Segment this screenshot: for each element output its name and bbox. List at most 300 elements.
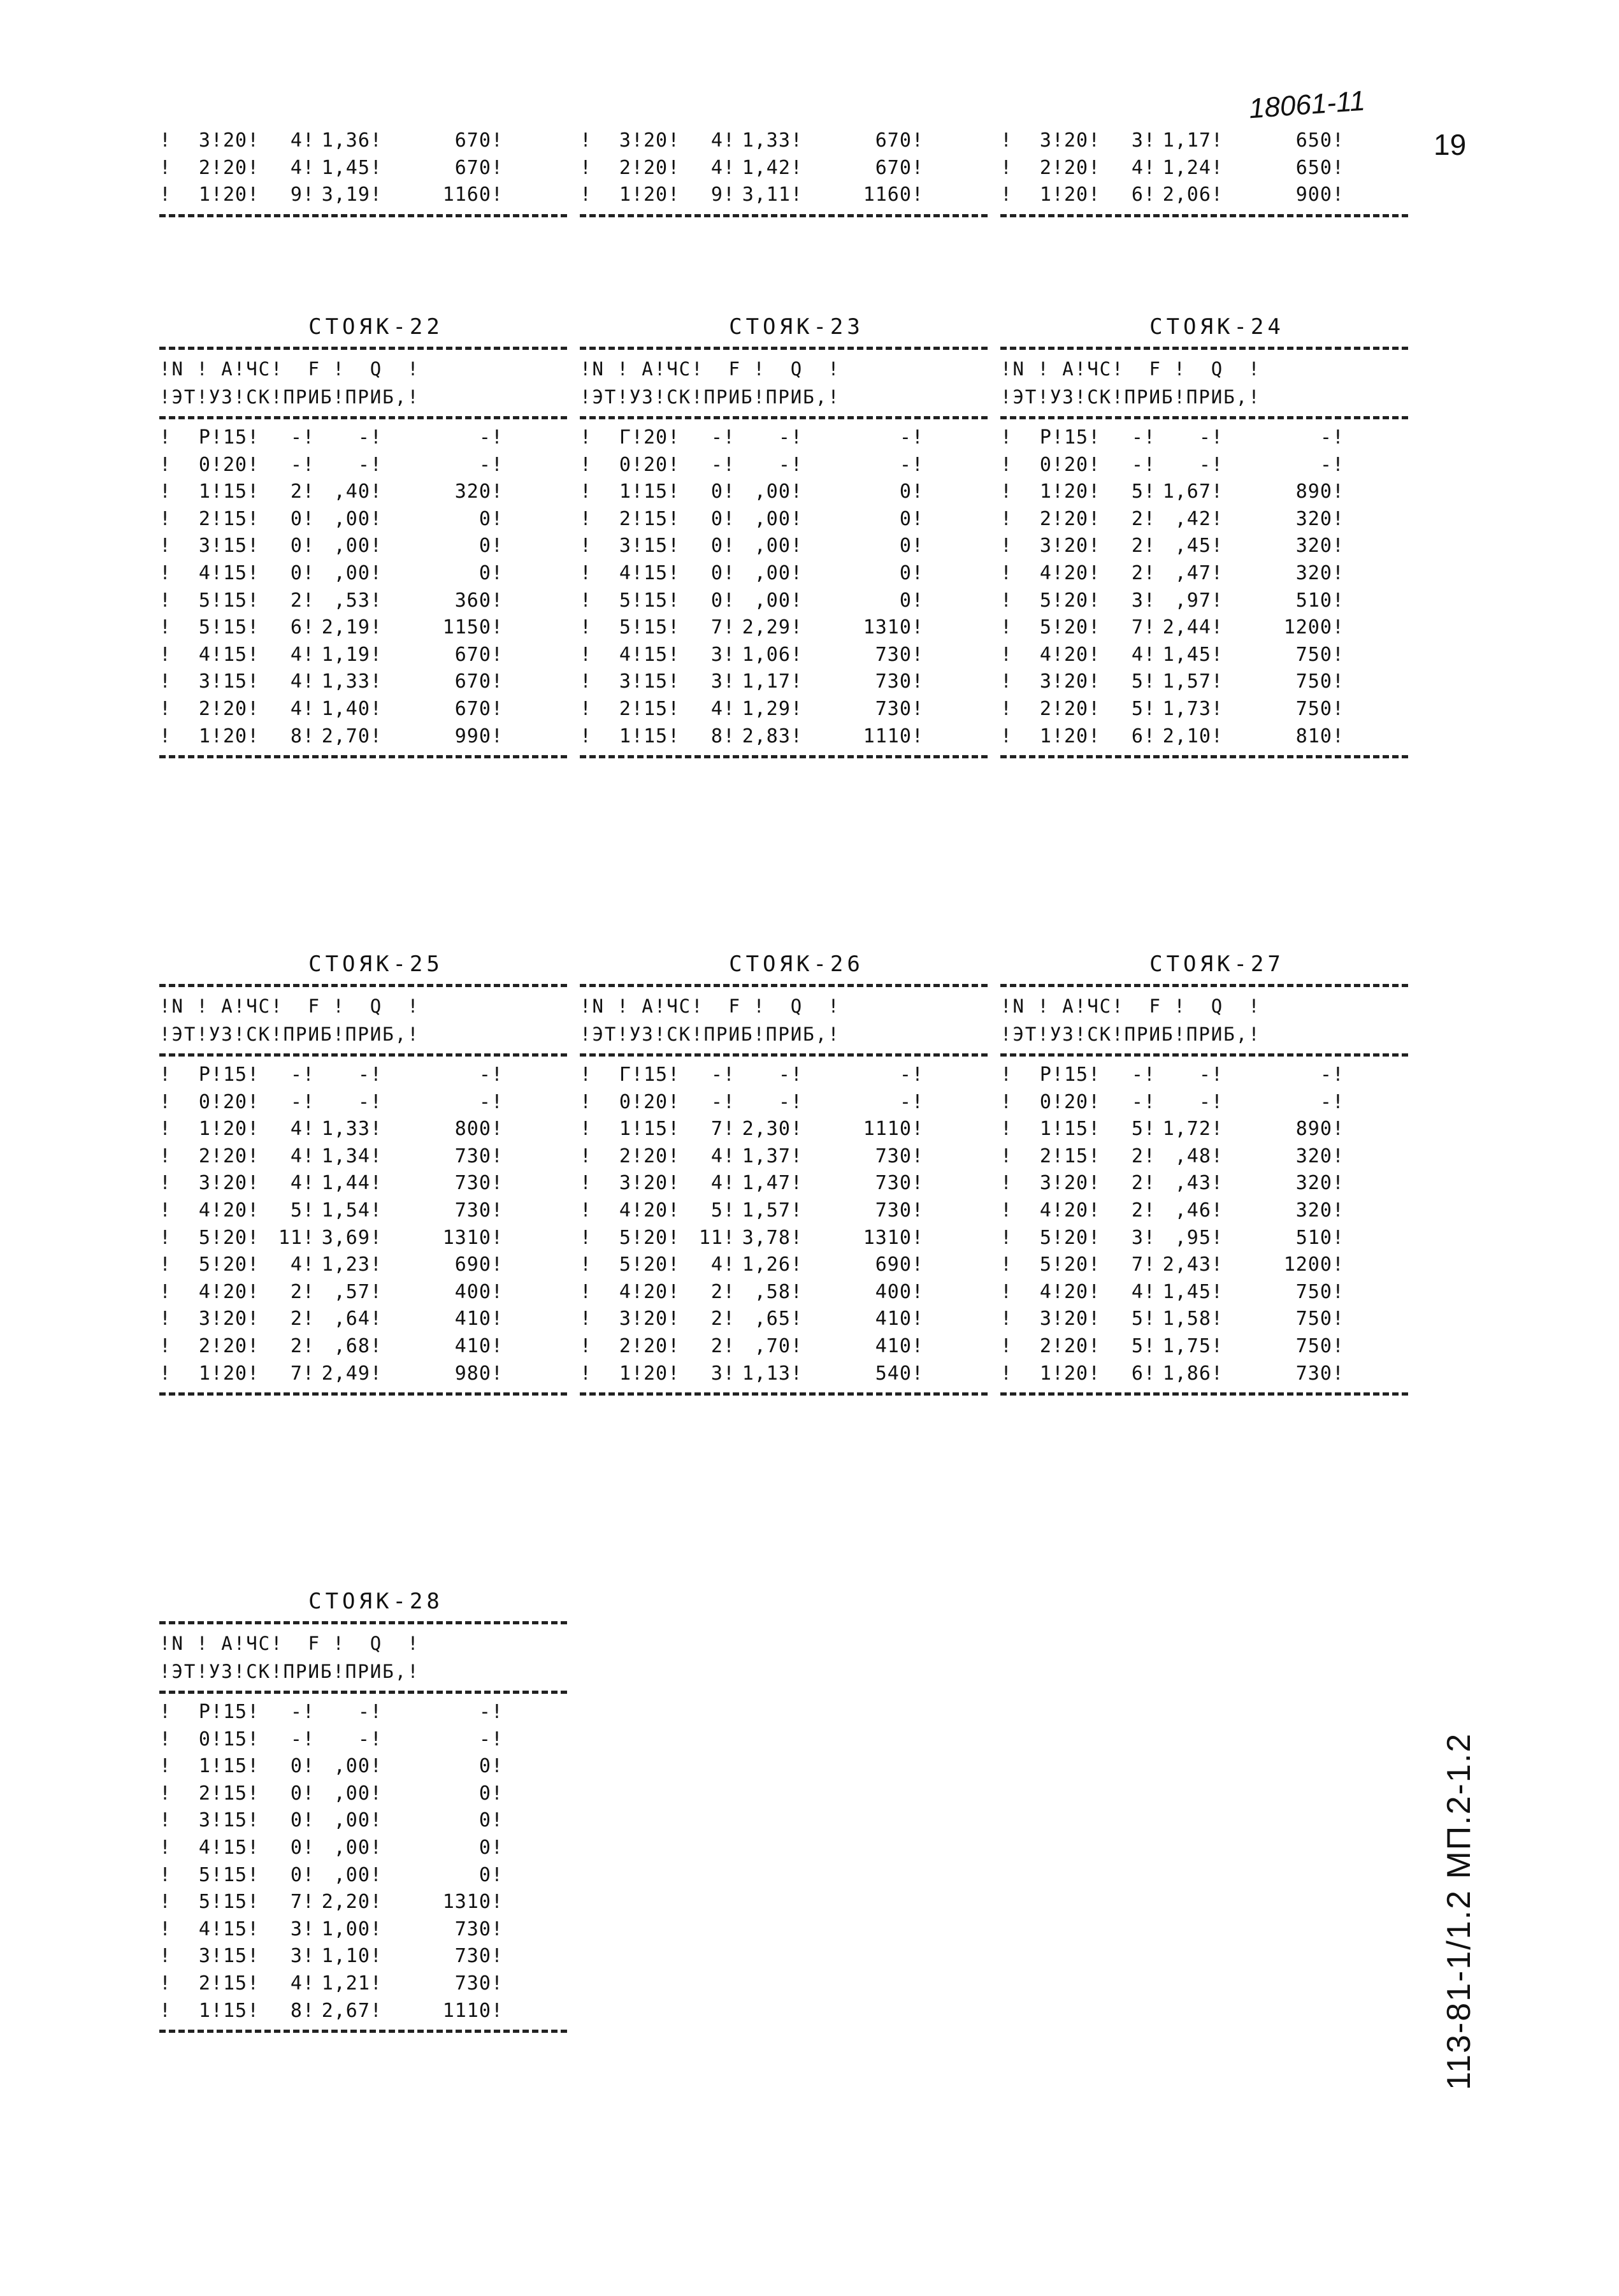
cell-separator: !: [159, 1308, 172, 1331]
node-cell: 20!: [1064, 1334, 1101, 1357]
heat-cell: 0!: [479, 1863, 503, 1886]
node-cell: 20!: [1064, 589, 1101, 612]
cell-separator: !: [1000, 1090, 1013, 1113]
cell-separator: !: [159, 561, 172, 584]
table-fragment: [1000, 125, 1408, 222]
dashed-rule: [159, 2030, 567, 2033]
floor-cell: 3!: [1039, 1172, 1064, 1195]
node-cell: 20!: [1064, 1362, 1101, 1385]
cell-separator: !: [580, 1334, 593, 1357]
heat-cell: 730!: [875, 697, 924, 720]
heat-cell: 0!: [479, 561, 503, 584]
heat-cell: 320!: [1295, 561, 1344, 584]
floor-cell: 0!: [198, 1090, 223, 1113]
table-row: [159, 588, 567, 615]
floor-cell: 1!: [619, 1362, 644, 1385]
floor-cell: 4!: [619, 1280, 644, 1303]
area-cell: 3,78!: [742, 1226, 803, 1249]
heat-cell: 320!: [1295, 1172, 1344, 1195]
sections-cell: 4!: [710, 156, 735, 179]
sections-cell: 5!: [1131, 670, 1156, 693]
sections-cell: 4!: [290, 129, 315, 152]
sections-cell: 0!: [290, 1782, 315, 1805]
table-header-line-2: !ЭТ!УЗ!СК!ПРИБ!ПРИБ,!: [159, 1023, 420, 1045]
heat-cell: 670!: [454, 129, 503, 152]
table-header-line-1: !N ! А!ЧС! F ! Q !: [159, 995, 420, 1017]
cell-separator: !: [1000, 643, 1013, 666]
area-cell: 2,29!: [742, 616, 803, 639]
table-row: [1000, 1225, 1408, 1252]
area-cell: 1,36!: [321, 129, 382, 152]
table-row: [1000, 1333, 1408, 1361]
node-cell: 15!: [223, 426, 260, 449]
table-row: [1000, 1197, 1408, 1225]
heat-cell: 650!: [1295, 129, 1344, 152]
table-header-line-1: !N ! А!ЧС! F ! Q !: [580, 995, 840, 1017]
cell-separator: !: [159, 535, 172, 558]
area-cell: ,00!: [333, 1809, 382, 1832]
node-cell: 20!: [223, 697, 260, 720]
floor-cell: 1!: [198, 1362, 223, 1385]
node-cell: 15!: [223, 1945, 260, 1968]
cell-separator: !: [1000, 670, 1013, 693]
cell-separator: !: [159, 1755, 172, 1778]
floor-cell: 2!: [619, 156, 644, 179]
heat-cell: 900!: [1295, 184, 1344, 206]
node-cell: 15!: [223, 480, 260, 503]
sections-cell: -!: [290, 1064, 315, 1086]
area-cell: ,48!: [1174, 1144, 1223, 1167]
heat-cell: 750!: [1295, 1280, 1344, 1303]
node-cell: 15!: [223, 643, 260, 666]
table-row: [580, 155, 988, 182]
area-cell: ,43!: [1174, 1172, 1223, 1195]
node-cell: 15!: [223, 535, 260, 558]
dashed-rule: [1000, 416, 1408, 419]
node-cell: 20!: [644, 1334, 680, 1357]
table-title: СТОЯК-22: [308, 314, 443, 340]
node-cell: 20!: [644, 453, 680, 476]
node-cell: 20!: [223, 129, 260, 152]
floor-cell: Г!: [619, 426, 644, 449]
sections-cell: -!: [710, 426, 735, 449]
floor-cell: Р!: [198, 1064, 223, 1086]
heat-cell: 320!: [454, 480, 503, 503]
floor-cell: 0!: [198, 1728, 223, 1751]
floor-cell: 2!: [198, 1972, 223, 1995]
sections-cell: 8!: [290, 1999, 315, 2022]
cell-separator: !: [1000, 1118, 1013, 1141]
heat-cell: 670!: [454, 697, 503, 720]
node-cell: 20!: [1064, 725, 1101, 747]
node-cell: 20!: [1064, 1280, 1101, 1303]
area-cell: ,00!: [333, 1836, 382, 1859]
cell-separator: !: [159, 1144, 172, 1167]
sections-cell: -!: [290, 1090, 315, 1113]
sections-cell: 0!: [290, 535, 315, 558]
cell-separator: !: [1000, 1199, 1013, 1222]
heat-cell: -!: [479, 1090, 503, 1113]
floor-cell: 2!: [198, 1334, 223, 1357]
node-cell: 15!: [223, 1064, 260, 1086]
dashed-rule: [580, 1392, 988, 1396]
sections-cell: 5!: [1131, 1118, 1156, 1141]
heat-cell: -!: [1320, 1090, 1344, 1113]
table-row: [159, 1062, 567, 1089]
node-cell: 20!: [644, 1253, 680, 1276]
floor-cell: 5!: [198, 1226, 223, 1249]
heat-cell: 730!: [1295, 1362, 1344, 1385]
heat-cell: -!: [1320, 1064, 1344, 1086]
cell-separator: !: [159, 670, 172, 693]
node-cell: 15!: [223, 616, 260, 639]
riser-table: [1000, 312, 1408, 763]
table-fragment: [580, 125, 988, 222]
cell-separator: !: [580, 589, 593, 612]
node-cell: 15!: [223, 561, 260, 584]
cell-separator: !: [1000, 507, 1013, 530]
floor-cell: 3!: [619, 1308, 644, 1331]
area-cell: 1,33!: [742, 129, 803, 152]
sections-cell: 0!: [710, 589, 735, 612]
sections-cell: 0!: [710, 561, 735, 584]
table-row: [580, 1089, 988, 1116]
node-cell: 15!: [223, 1917, 260, 1940]
table-row: [159, 1116, 567, 1143]
node-cell: 20!: [644, 426, 680, 449]
sections-cell: 9!: [290, 184, 315, 206]
area-cell: 1,10!: [321, 1945, 382, 1968]
floor-cell: 1!: [198, 725, 223, 747]
floor-cell: 1!: [1039, 480, 1064, 503]
table-row: [1000, 723, 1408, 751]
table-row: [1000, 155, 1408, 182]
table-row: [159, 533, 567, 560]
node-cell: 20!: [1064, 535, 1101, 558]
riser-table: [159, 312, 567, 763]
table-row: [1000, 479, 1408, 506]
floor-cell: 1!: [1039, 1118, 1064, 1141]
area-cell: 1,44!: [321, 1172, 382, 1195]
floor-cell: 2!: [1039, 697, 1064, 720]
floor-cell: 5!: [1039, 1226, 1064, 1249]
sections-cell: 4!: [290, 156, 315, 179]
sections-cell: 6!: [1131, 1362, 1156, 1385]
sections-cell: 0!: [710, 480, 735, 503]
heat-cell: -!: [1320, 453, 1344, 476]
area-cell: -!: [778, 1064, 803, 1086]
floor-cell: Р!: [198, 1701, 223, 1723]
node-cell: 20!: [1064, 1226, 1101, 1249]
heat-cell: 510!: [1295, 1226, 1344, 1249]
cell-separator: !: [580, 725, 593, 747]
heat-cell: 1160!: [863, 184, 924, 206]
sections-cell: 5!: [710, 1199, 735, 1222]
cell-separator: !: [1000, 697, 1013, 720]
node-cell: 20!: [223, 1118, 260, 1141]
sections-cell: 2!: [710, 1280, 735, 1303]
table-title: СТОЯК-25: [308, 951, 443, 977]
sections-cell: 7!: [1131, 616, 1156, 639]
floor-cell: 1!: [198, 1118, 223, 1141]
node-cell: 20!: [644, 129, 680, 152]
sections-cell: 2!: [1131, 1172, 1156, 1195]
node-cell: 20!: [1064, 1253, 1101, 1276]
area-cell: -!: [357, 1064, 382, 1086]
floor-cell: 3!: [619, 129, 644, 152]
node-cell: 20!: [644, 184, 680, 206]
floor-cell: 5!: [619, 1226, 644, 1249]
floor-cell: 5!: [198, 589, 223, 612]
table-row: [159, 560, 567, 588]
cell-separator: !: [159, 1917, 172, 1940]
node-cell: 20!: [1064, 507, 1101, 530]
heat-cell: 410!: [454, 1334, 503, 1357]
node-cell: 15!: [223, 1999, 260, 2022]
document-number: 18061-11: [1248, 85, 1367, 125]
area-cell: 1,26!: [742, 1253, 803, 1276]
sections-cell: 6!: [290, 616, 315, 639]
node-cell: 20!: [1064, 453, 1101, 476]
area-cell: -!: [1198, 1064, 1223, 1086]
floor-cell: 5!: [619, 616, 644, 639]
table-row: [159, 1916, 567, 1944]
table-row: [1000, 668, 1408, 696]
area-cell: ,00!: [754, 561, 803, 584]
node-cell: 20!: [223, 1090, 260, 1113]
heat-cell: 750!: [1295, 1334, 1344, 1357]
area-cell: 1,33!: [321, 670, 382, 693]
table-header-line-1: !N ! А!ЧС! F ! Q !: [159, 358, 420, 380]
heat-cell: 1150!: [442, 616, 503, 639]
area-cell: ,00!: [333, 507, 382, 530]
node-cell: 20!: [223, 1226, 260, 1249]
heat-cell: 980!: [454, 1362, 503, 1385]
area-cell: 1,06!: [742, 643, 803, 666]
node-cell: 15!: [644, 1064, 680, 1086]
heat-cell: -!: [899, 1090, 924, 1113]
sections-cell: 0!: [290, 561, 315, 584]
floor-cell: 3!: [1039, 670, 1064, 693]
cell-separator: !: [1000, 1172, 1013, 1195]
sections-cell: 0!: [710, 535, 735, 558]
table-row: [1000, 1116, 1408, 1143]
sections-cell: 3!: [290, 1917, 315, 1940]
sections-cell: 2!: [290, 1334, 315, 1357]
area-cell: 1,73!: [1162, 697, 1223, 720]
heat-cell: 0!: [899, 507, 924, 530]
cell-separator: !: [159, 1064, 172, 1086]
table-row: [580, 533, 988, 560]
node-cell: 15!: [223, 507, 260, 530]
node-cell: 15!: [223, 1972, 260, 1995]
table-row: [159, 1998, 567, 2025]
area-cell: ,47!: [1174, 561, 1223, 584]
heat-cell: 890!: [1295, 1118, 1344, 1141]
cell-separator: !: [1000, 1280, 1013, 1303]
floor-cell: 2!: [198, 1782, 223, 1805]
heat-cell: 650!: [1295, 156, 1344, 179]
heat-cell: 0!: [479, 1755, 503, 1778]
node-cell: 20!: [223, 1308, 260, 1331]
area-cell: 2,20!: [321, 1891, 382, 1914]
floor-cell: 5!: [1039, 616, 1064, 639]
area-cell: 1,23!: [321, 1253, 382, 1276]
table-row: [1000, 1252, 1408, 1279]
sections-cell: 5!: [290, 1199, 315, 1222]
table-title: СТОЯК-27: [1149, 951, 1284, 977]
sections-cell: 4!: [290, 643, 315, 666]
heat-cell: 320!: [1295, 1199, 1344, 1222]
heat-cell: 320!: [1295, 535, 1344, 558]
table-row: [159, 155, 567, 182]
heat-cell: -!: [1320, 426, 1344, 449]
sections-cell: 8!: [290, 725, 315, 747]
area-cell: 3,69!: [321, 1226, 382, 1249]
sections-cell: 4!: [290, 1172, 315, 1195]
area-cell: 1,42!: [742, 156, 803, 179]
floor-cell: 3!: [1039, 1308, 1064, 1331]
heat-cell: 1110!: [863, 725, 924, 747]
cell-separator: !: [1000, 1362, 1013, 1385]
heat-cell: 1160!: [442, 184, 503, 206]
area-cell: 1,45!: [1162, 643, 1223, 666]
table-row: [159, 1197, 567, 1225]
sections-cell: 4!: [290, 1118, 315, 1141]
table-title: СТОЯК-23: [729, 314, 864, 340]
area-cell: 1,40!: [321, 697, 382, 720]
table-row: [580, 1361, 988, 1388]
heat-cell: 810!: [1295, 725, 1344, 747]
sections-cell: -!: [710, 453, 735, 476]
table-row: [159, 1807, 567, 1835]
table-row: [159, 1306, 567, 1333]
area-cell: 1,34!: [321, 1144, 382, 1167]
area-cell: 1,33!: [321, 1118, 382, 1141]
sections-cell: -!: [710, 1064, 735, 1086]
heat-cell: -!: [899, 453, 924, 476]
cell-separator: !: [159, 1334, 172, 1357]
sections-cell: 2!: [1131, 535, 1156, 558]
area-cell: 2,06!: [1162, 184, 1223, 206]
dashed-rule: [159, 214, 567, 217]
node-cell: 15!: [223, 1836, 260, 1859]
floor-cell: 1!: [1039, 725, 1064, 747]
cell-separator: !: [580, 1144, 593, 1167]
cell-separator: !: [580, 697, 593, 720]
sections-cell: 3!: [290, 1945, 315, 1968]
floor-cell: 4!: [619, 1199, 644, 1222]
area-cell: 1,37!: [742, 1144, 803, 1167]
heat-cell: 0!: [479, 1782, 503, 1805]
heat-cell: -!: [479, 426, 503, 449]
table-row: [159, 1889, 567, 1916]
sections-cell: 11!: [278, 1226, 315, 1249]
sections-cell: 4!: [1131, 1280, 1156, 1303]
node-cell: 20!: [223, 1144, 260, 1167]
cell-separator: !: [159, 1172, 172, 1195]
floor-cell: 5!: [619, 589, 644, 612]
dashed-rule: [580, 214, 988, 217]
floor-cell: 4!: [198, 1199, 223, 1222]
table-row: [580, 560, 988, 588]
sections-cell: 11!: [698, 1226, 735, 1249]
floor-cell: 0!: [1039, 453, 1064, 476]
floor-cell: 4!: [1039, 643, 1064, 666]
floor-cell: 4!: [619, 561, 644, 584]
heat-cell: 670!: [454, 670, 503, 693]
dashed-rule: [159, 1691, 567, 1694]
node-cell: 15!: [644, 480, 680, 503]
area-cell: ,65!: [754, 1308, 803, 1331]
table-fragment: [159, 125, 567, 222]
table-row: [159, 1835, 567, 1862]
area-cell: 2,67!: [321, 1999, 382, 2022]
table-header-line-1: !N ! А!ЧС! F ! Q !: [580, 358, 840, 380]
heat-cell: 540!: [875, 1362, 924, 1385]
heat-cell: 730!: [875, 643, 924, 666]
node-cell: 20!: [644, 1144, 680, 1167]
table-row: [159, 1225, 567, 1252]
table-row: [580, 1170, 988, 1197]
sections-cell: 4!: [290, 1253, 315, 1276]
area-cell: 2,10!: [1162, 725, 1223, 747]
sections-cell: -!: [290, 453, 315, 476]
table-row: [580, 182, 988, 209]
sections-cell: 4!: [290, 1144, 315, 1167]
table-row: [1000, 642, 1408, 669]
table-row: [1000, 1062, 1408, 1089]
cell-separator: !: [1000, 535, 1013, 558]
cell-separator: !: [580, 643, 593, 666]
area-cell: 2,19!: [321, 616, 382, 639]
cell-separator: !: [580, 156, 593, 179]
area-cell: 1,75!: [1162, 1334, 1223, 1357]
sections-cell: 4!: [290, 1972, 315, 1995]
dashed-rule: [159, 755, 567, 758]
document-code: 113-81-1/1.2 МП.2-1.2: [1441, 1732, 1478, 2090]
sections-cell: 2!: [1131, 507, 1156, 530]
cell-separator: !: [159, 426, 172, 449]
floor-cell: 2!: [198, 507, 223, 530]
sections-cell: 2!: [710, 1308, 735, 1331]
dashed-rule: [580, 416, 988, 419]
table-row: [159, 1252, 567, 1279]
floor-cell: 2!: [198, 1144, 223, 1167]
cell-separator: !: [159, 1728, 172, 1751]
cell-separator: !: [580, 480, 593, 503]
node-cell: 20!: [1064, 129, 1101, 152]
node-cell: 15!: [223, 670, 260, 693]
riser-table: [159, 949, 567, 1401]
area-cell: 1,45!: [1162, 1280, 1223, 1303]
cell-separator: !: [580, 453, 593, 476]
floor-cell: 1!: [1039, 184, 1064, 206]
floor-cell: 4!: [198, 1280, 223, 1303]
table-row: [1000, 506, 1408, 533]
sections-cell: 3!: [1131, 589, 1156, 612]
node-cell: 20!: [1064, 643, 1101, 666]
heat-cell: 0!: [899, 561, 924, 584]
sections-cell: -!: [290, 1728, 315, 1751]
table-row: [159, 1143, 567, 1171]
area-cell: 2,43!: [1162, 1253, 1223, 1276]
area-cell: ,00!: [754, 589, 803, 612]
area-cell: ,00!: [333, 1863, 382, 1886]
node-cell: 20!: [1064, 1308, 1101, 1331]
cell-separator: !: [159, 725, 172, 747]
node-cell: 20!: [223, 725, 260, 747]
